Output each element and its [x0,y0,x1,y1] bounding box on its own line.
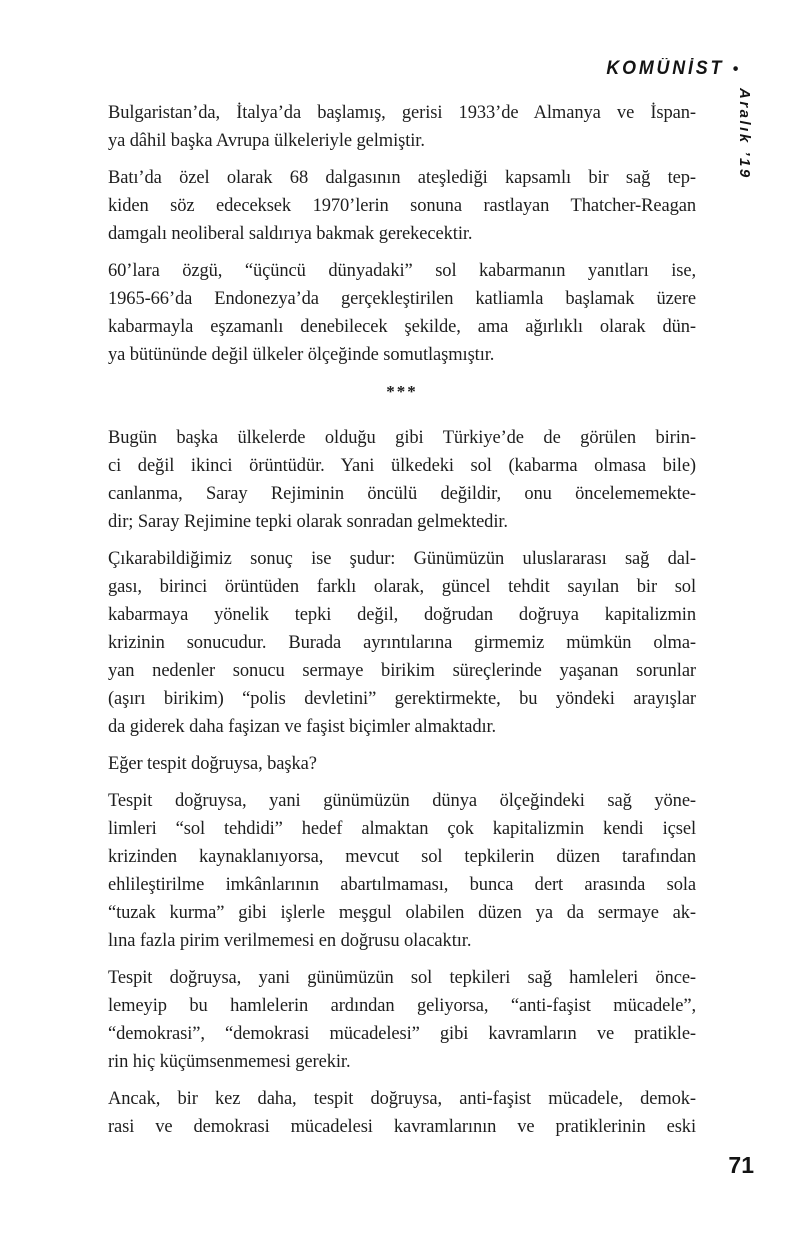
text-line: lemeyip bu hamlelerin ardından geliyorsa, “anti-faşist mücadele”, [108,996,696,1016]
text-line: Bugün başka ülkelerde olduğu gibi Türkiye’de de görülen birin- [108,428,696,448]
paragraph [108,99,696,155]
text-line: Çıkarabildiğimiz sonuç ise şudur: Günümüzün uluslararası sağ dal- [108,549,696,569]
text-line: gası, birinci örüntüden farklı olarak, güncel tehdit sayılan bir sol [108,577,696,597]
paragraph [108,257,696,369]
section-separator: *** [386,382,418,401]
text-line: rin hiç küçümsenmemesi gerekir. [108,1052,351,1072]
text-line: Ancak, bir kez daha, tespit doğruysa, anti-faşist mücadele, demok- [108,1089,696,1109]
text-line: Batı’da özel olarak 68 dalgasının ateşlediği kapsamlı bir sağ tep- [108,168,696,188]
text-line: “tuzak kurma” gibi işlerle meşgul olabilen düzen ya da sermaye ak- [108,903,696,923]
text-line: dir; Saray Rejimine tepki olarak sonradan gelmektedir. [108,512,508,532]
text-line: kabarmayla eşzamanlı denebilecek şekilde, ama ağırlıklı olarak dün- [108,317,696,337]
text-line: krizinin sonucudur. Burada ayrıntılarına girmemiz mümkün olma- [108,633,696,653]
page-number: 71 [728,1152,754,1178]
text-line: ci değil ikinci örüntüdür. Yani ülkedeki sol (kabarma olmasa bile) [108,456,696,476]
journal-title: KOMÜNİST [606,58,724,79]
text-line: (aşırı birikim) “polis devletini” gerektirmekte, bu yöndeki arayışlar [108,689,696,709]
paragraph [108,750,696,778]
text-line: kiden söz edeceksek 1970’lerin sonuna rastlayan Thatcher-Reagan [108,196,696,216]
text-line: damgalı neoliberal saldırıya bakmak gerekecektir. [108,224,473,244]
text-line: Tespit doğruysa, yani günümüzün dünya ölçeğindeki sağ yöne- [108,791,696,811]
header-bullet-icon: • [732,59,738,78]
text-line: Tespit doğruysa, yani günümüzün sol tepkileri sağ hamleleri önce- [108,968,696,988]
paragraph [108,424,696,536]
text-line: da giderek daha faşizan ve faşist biçimler almaktadır. [108,717,497,737]
paragraph [108,787,696,955]
text-line: ya dâhil başka Avrupa ülkeleriyle gelmiştir. [108,131,425,151]
text-line: lına fazla pirim verilmemesi en doğrusu olacaktır. [108,931,472,951]
paragraph [108,545,696,741]
running-header [606,58,738,80]
paragraph [108,1085,696,1141]
body-text-column [108,99,696,1150]
text-line: kabarmaya yönelik tepki değil, doğrudan doğruya kapitalizmin [108,605,696,625]
text-line: limleri “sol tehdidi” hedef almaktan çok kapitalizmin kendi içsel [108,819,696,839]
text-line: ehlileştirilme imkânlarının abartılmaması, bunca dert arasında sola [108,875,696,895]
text-line: ya bütününde değil ülkeler ölçeğinde somutlaşmıştır. [108,345,495,365]
paragraph [108,164,696,248]
text-line: yan nedenler sonucu sermaye birikim süreçlerinde yaşanan sorunlar [108,661,696,681]
text-line: 60’lara özgü, “üçüncü dünyadaki” sol kabarmanın yanıtları ise, [108,261,696,281]
text-line: canlanma, Saray Rejiminin öncülü değildir, onu öncelememekte- [108,484,696,504]
text-line: 1965-66’da Endonezya’da gerçekleştirilen katliamla başlamak üzere [108,289,696,309]
text-line: Bulgaristan’da, İtalya’da başlamış, gerisi 1933’de Almanya ve İspan- [108,103,696,123]
text-line: krizinden kaynaklanıyorsa, mevcut sol tepkilerin düzen tarafından [108,847,696,867]
issue-date-vertical-label: Aralık ’19 [736,88,753,180]
paragraph [108,964,696,1076]
text-line: rasi ve demokrasi mücadelesi kavramlarının ve pratiklerinin eski [108,1117,696,1137]
text-line: Eğer tespit doğruysa, başka? [108,754,317,774]
text-line: “demokrasi”, “demokrasi mücadelesi” gibi kavramların ve pratikle- [108,1024,696,1044]
